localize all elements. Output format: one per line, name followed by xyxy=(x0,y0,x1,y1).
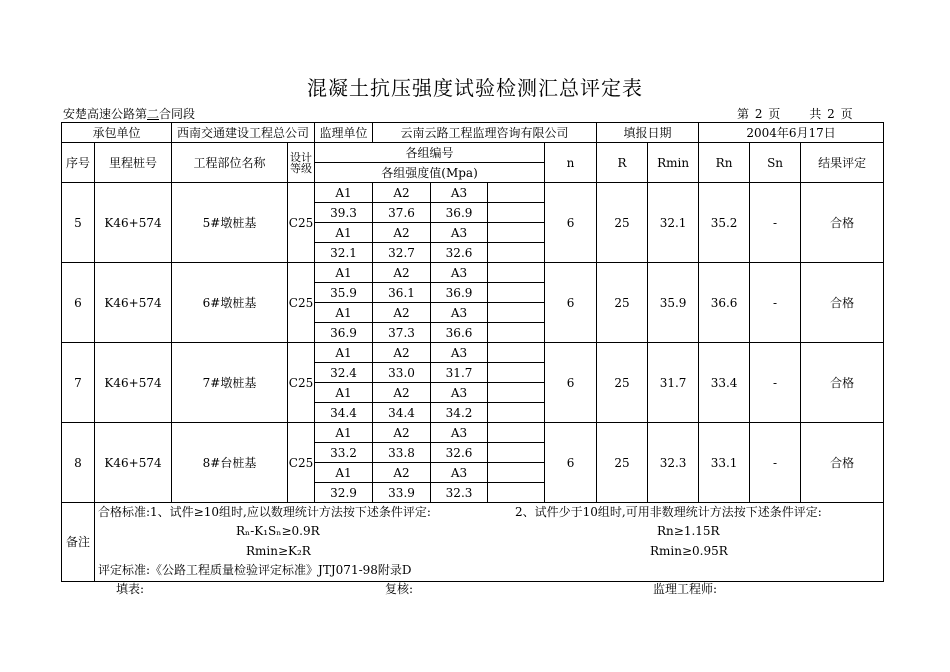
row-rn: 35.2 xyxy=(699,183,750,263)
condition-2b: Rmin≥0.95R xyxy=(650,544,728,558)
col-n: n xyxy=(545,143,597,183)
strength-value: 33.9 xyxy=(373,483,431,503)
sample-label: A3 xyxy=(431,183,488,203)
sample-label: A1 xyxy=(315,263,373,283)
table-row xyxy=(62,423,884,443)
row-rmin: 32.1 xyxy=(648,183,699,263)
empty-cell xyxy=(488,343,545,363)
notes-label: 备注 xyxy=(62,503,95,582)
row-r: 25 xyxy=(597,183,648,263)
row-result: 合格 xyxy=(801,343,884,423)
column-header-row-1 xyxy=(62,143,884,163)
strength-value: 32.4 xyxy=(315,363,373,383)
strength-value: 33.0 xyxy=(373,363,431,383)
row-rmin: 31.7 xyxy=(648,343,699,423)
row-result: 合格 xyxy=(801,263,884,343)
col-sn: Sn xyxy=(750,143,801,183)
row-seq: 6 xyxy=(62,263,95,343)
col-seq: 序号 xyxy=(62,143,95,183)
col-r: R xyxy=(597,143,648,183)
sample-label: A1 xyxy=(315,343,373,363)
section-number: 二 xyxy=(147,107,160,121)
empty-cell xyxy=(488,183,545,203)
row-station: K46+574 xyxy=(95,183,172,263)
row-rn: 36.6 xyxy=(699,263,750,343)
strength-value: 31.7 xyxy=(431,363,488,383)
sample-label: A2 xyxy=(373,343,431,363)
row-n: 6 xyxy=(545,263,597,343)
col-result: 结果评定 xyxy=(801,143,884,183)
engineer-signature: 监理工程师: xyxy=(653,582,718,596)
strength-value: 34.2 xyxy=(431,403,488,423)
empty-cell xyxy=(488,403,545,423)
row-station: K46+574 xyxy=(95,343,172,423)
contractor-value: 西南交通建设工程总公司 xyxy=(172,123,315,143)
row-station: K46+574 xyxy=(95,263,172,343)
row-result: 合格 xyxy=(801,183,884,263)
strength-value: 32.7 xyxy=(373,243,431,263)
row-sn: - xyxy=(750,423,801,503)
row-seq: 5 xyxy=(62,183,95,263)
sample-label: A1 xyxy=(315,183,373,203)
contractor-label: 承包单位 xyxy=(62,123,172,143)
sample-label: A2 xyxy=(373,463,431,483)
sample-label: A1 xyxy=(315,223,373,243)
strength-value: 36.6 xyxy=(431,323,488,343)
sample-label: A1 xyxy=(315,383,373,403)
sample-label: A1 xyxy=(315,423,373,443)
row-part: 8#台桩基 xyxy=(172,423,288,503)
strength-value: 32.3 xyxy=(431,483,488,503)
strength-value: 36.1 xyxy=(373,283,431,303)
row-part: 6#墩桩基 xyxy=(172,263,288,343)
strength-value: 36.9 xyxy=(315,323,373,343)
row-grade: C25 xyxy=(288,183,315,263)
col-grade: 设计等级 xyxy=(288,143,315,183)
reviewer-signature: 复核: xyxy=(385,582,414,596)
empty-cell xyxy=(488,323,545,343)
total-pages: 共 2 页 xyxy=(809,107,853,121)
empty-cell xyxy=(488,483,545,503)
strength-value: 33.8 xyxy=(373,443,431,463)
strength-value: 32.6 xyxy=(431,243,488,263)
strength-value: 34.4 xyxy=(315,403,373,423)
current-page: 第 2 页 xyxy=(737,107,781,121)
condition-1a: Rₙ-K₁Sₙ≥0.9R xyxy=(236,524,320,538)
empty-cell xyxy=(488,263,545,283)
row-n: 6 xyxy=(545,183,597,263)
row-sn: - xyxy=(750,263,801,343)
project-suffix: 合同段 xyxy=(159,107,196,121)
col-group-strength: 各组强度值(Mpa) xyxy=(315,163,545,183)
row-sn: - xyxy=(750,183,801,263)
page-indicator xyxy=(737,105,853,122)
project-prefix: 安楚高速公路第 xyxy=(63,107,148,121)
empty-cell xyxy=(488,423,545,443)
empty-cell xyxy=(488,283,545,303)
condition-1b: Rn≥1.15R xyxy=(657,524,720,538)
row-seq: 8 xyxy=(62,423,95,503)
strength-value: 33.2 xyxy=(315,443,373,463)
strength-value: 39.3 xyxy=(315,203,373,223)
project-section xyxy=(63,105,195,122)
table-row xyxy=(62,343,884,363)
row-rmin: 32.3 xyxy=(648,423,699,503)
row-grade: C25 xyxy=(288,263,315,343)
sample-label: A3 xyxy=(431,423,488,443)
row-rn: 33.4 xyxy=(699,343,750,423)
strength-value: 34.4 xyxy=(373,403,431,423)
supervisor-value: 云南云路工程监理咨询有限公司 xyxy=(373,123,597,143)
notes-wrap xyxy=(97,503,883,581)
strength-value: 37.6 xyxy=(373,203,431,223)
sample-label: A1 xyxy=(315,463,373,483)
sample-label: A3 xyxy=(431,383,488,403)
row-part: 5#墩桩基 xyxy=(172,183,288,263)
empty-cell xyxy=(488,303,545,323)
summary-table xyxy=(61,122,884,582)
header-info-row xyxy=(62,123,884,143)
sample-label: A2 xyxy=(373,223,431,243)
strength-value: 35.9 xyxy=(315,283,373,303)
empty-cell xyxy=(488,243,545,263)
table-row xyxy=(62,183,884,203)
strength-value: 32.6 xyxy=(431,443,488,463)
row-result: 合格 xyxy=(801,423,884,503)
sample-label: A3 xyxy=(431,303,488,323)
col-rn: Rn xyxy=(699,143,750,183)
row-r: 25 xyxy=(597,263,648,343)
row-n: 6 xyxy=(545,423,597,503)
empty-cell xyxy=(488,203,545,223)
sample-label: A2 xyxy=(373,183,431,203)
row-sn: - xyxy=(750,343,801,423)
page-title: 混凝土抗压强度试验检测汇总评定表 xyxy=(307,76,643,100)
row-n: 6 xyxy=(545,343,597,423)
date-label: 填报日期 xyxy=(597,123,699,143)
col-station: 里程桩号 xyxy=(95,143,172,183)
sample-label: A3 xyxy=(431,223,488,243)
sample-label: A3 xyxy=(431,343,488,363)
row-seq: 7 xyxy=(62,343,95,423)
date-value: 2004年6月17日 xyxy=(699,123,884,143)
criteria-line-1: 合格标准:1、试件≥10组时,应以数理统计方法按下述条件评定: xyxy=(98,505,431,519)
strength-value: 32.9 xyxy=(315,483,373,503)
row-grade: C25 xyxy=(288,343,315,423)
sample-label: A2 xyxy=(373,303,431,323)
row-station: K46+574 xyxy=(95,423,172,503)
evaluation-standard: 评定标准:《公路工程质量检验评定标准》JTJ071-98附录D xyxy=(98,563,412,577)
sample-label: A3 xyxy=(431,263,488,283)
empty-cell xyxy=(488,383,545,403)
row-r: 25 xyxy=(597,423,648,503)
condition-2a: Rmin≥K₂R xyxy=(246,544,311,558)
strength-value: 36.9 xyxy=(431,283,488,303)
row-rmin: 35.9 xyxy=(648,263,699,343)
strength-value: 36.9 xyxy=(431,203,488,223)
col-rmin: Rmin xyxy=(648,143,699,183)
sample-label: A3 xyxy=(431,463,488,483)
table-row xyxy=(62,263,884,283)
filler-signature: 填表: xyxy=(116,582,145,596)
sample-label: A2 xyxy=(373,383,431,403)
strength-value: 32.1 xyxy=(315,243,373,263)
sample-label: A1 xyxy=(315,303,373,323)
sample-label: A2 xyxy=(373,263,431,283)
col-group-no: 各组编号 xyxy=(315,143,545,163)
row-part: 7#墩桩基 xyxy=(172,343,288,423)
empty-cell xyxy=(488,463,545,483)
criteria-line-2: 2、试件少于10组时,可用非数理统计方法按下述条件评定: xyxy=(515,505,822,519)
row-rn: 33.1 xyxy=(699,423,750,503)
empty-cell xyxy=(488,443,545,463)
notes-row xyxy=(62,503,884,582)
row-grade: C25 xyxy=(288,423,315,503)
supervisor-label: 监理单位 xyxy=(315,123,373,143)
empty-cell xyxy=(488,223,545,243)
col-part: 工程部位名称 xyxy=(172,143,288,183)
sample-label: A2 xyxy=(373,423,431,443)
notes-content xyxy=(95,503,884,582)
row-r: 25 xyxy=(597,343,648,423)
empty-cell xyxy=(488,363,545,383)
strength-value: 37.3 xyxy=(373,323,431,343)
